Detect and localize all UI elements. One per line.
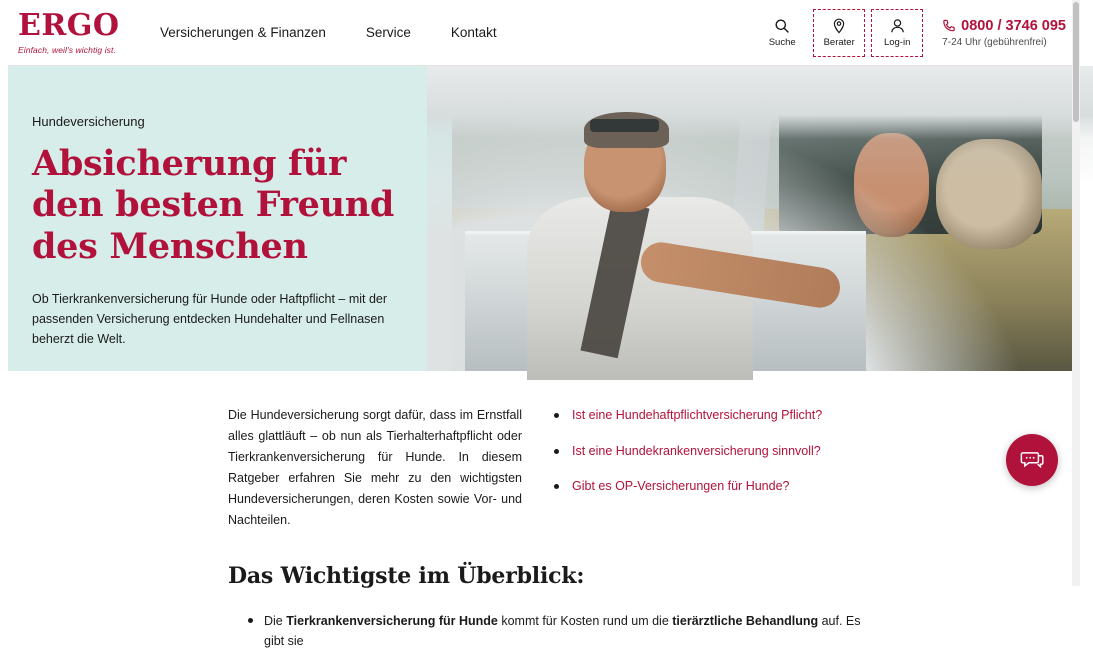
search-button[interactable] <box>754 7 810 59</box>
logo-claim: Einfach, weil's wichtig ist. <box>18 44 116 55</box>
bullet-text-part: auf. Es gibt sie <box>264 614 861 649</box>
question-link-haftpflicht-pflicht[interactable]: Ist eine Hundehaftpflichtversicherung Pflicht? <box>572 408 823 422</box>
nav-item-kontakt[interactable]: Kontakt <box>450 25 497 40</box>
bullet-text-part: kommt für Kosten rund um die <box>497 614 673 628</box>
site-header <box>0 0 1080 66</box>
hero-description: Ob Tierkrankenversicherung für Hunde oder Haftpflicht – mit der passenden Versicherung entdecken Hundehalter und Fellnasen beherzt die Welt. <box>32 291 388 347</box>
login-label: Log-in <box>883 36 911 48</box>
hero-image-sunglasses <box>590 119 659 131</box>
page-title: Absicherung für den besten Freund des Menschen <box>32 143 395 267</box>
bullet-text-part-bold: tierärztliche Behandlung <box>672 614 819 628</box>
logo[interactable] <box>0 7 150 55</box>
list-item <box>552 407 1080 425</box>
page-scrollbar[interactable] <box>1072 0 1080 586</box>
hero-section <box>0 66 1080 371</box>
search-icon <box>774 18 790 34</box>
user-icon <box>890 18 905 34</box>
nav-item-versicherungen-finanzen[interactable]: Versicherungen & Finanzen <box>160 25 326 40</box>
login-button[interactable] <box>871 9 923 57</box>
hero-kicker: Hundeversicherung <box>32 114 145 129</box>
phone-hours: 7-24 Uhr (gebührenfrei) <box>942 36 1047 48</box>
phone-block[interactable] <box>942 18 1066 48</box>
question-link-op-versicherung[interactable]: Gibt es OP-Versicherungen für Hunde? <box>572 479 790 493</box>
phone-number-row <box>942 18 1066 34</box>
section-heading-ueberblick: Das Wichtigste im Überblick: <box>228 563 585 589</box>
header-actions <box>754 7 1080 59</box>
location-pin-icon <box>832 18 846 34</box>
chat-button[interactable] <box>1006 434 1058 486</box>
scrollbar-thumb[interactable] <box>1073 2 1079 122</box>
question-link-krankenversicherung-sinnvoll[interactable]: Ist eine Hundekrankenversicherung sinnvoll? <box>572 443 821 458</box>
window-edge-left <box>0 0 8 586</box>
bullet-text-part: Die <box>264 614 287 628</box>
phone-number: 0800 / 3746 095 <box>961 17 1066 34</box>
search-label: Suche <box>768 36 796 48</box>
logo-wordmark: ERGO <box>18 7 120 43</box>
berater-label: Berater <box>823 36 855 48</box>
questions-column <box>538 405 1080 531</box>
hero-image <box>452 66 1080 371</box>
hero-text-panel <box>0 66 452 371</box>
overview-bullet-list <box>246 611 866 652</box>
list-item <box>552 478 1080 496</box>
intro-paragraph: Die Hundeversicherung sorgt dafür, dass im Ernstfall alles glattläuft – ob nun als Tierhalterhaftpflicht oder Tierkrankenversicherung für Hunde. In diesem Ratgeber erfahren Sie mehr zu den wichtigsten Hundeversicherungen, deren Kosten sowie Vor- und Nachteilen. <box>228 408 522 527</box>
question-links-list <box>552 407 1080 496</box>
berater-button[interactable] <box>813 9 865 57</box>
bullet-text-part-bold: Tierkrankenversicherung für Hunde <box>286 614 498 628</box>
window-edge-top <box>0 0 1080 3</box>
chat-bubble-icon <box>1020 449 1044 471</box>
content-top <box>0 371 1080 531</box>
list-item <box>552 443 1080 461</box>
phone-icon <box>942 19 955 32</box>
list-item <box>246 611 866 652</box>
intro-column <box>0 405 538 531</box>
main-navigation <box>160 25 754 40</box>
nav-item-service[interactable]: Service <box>365 25 411 40</box>
